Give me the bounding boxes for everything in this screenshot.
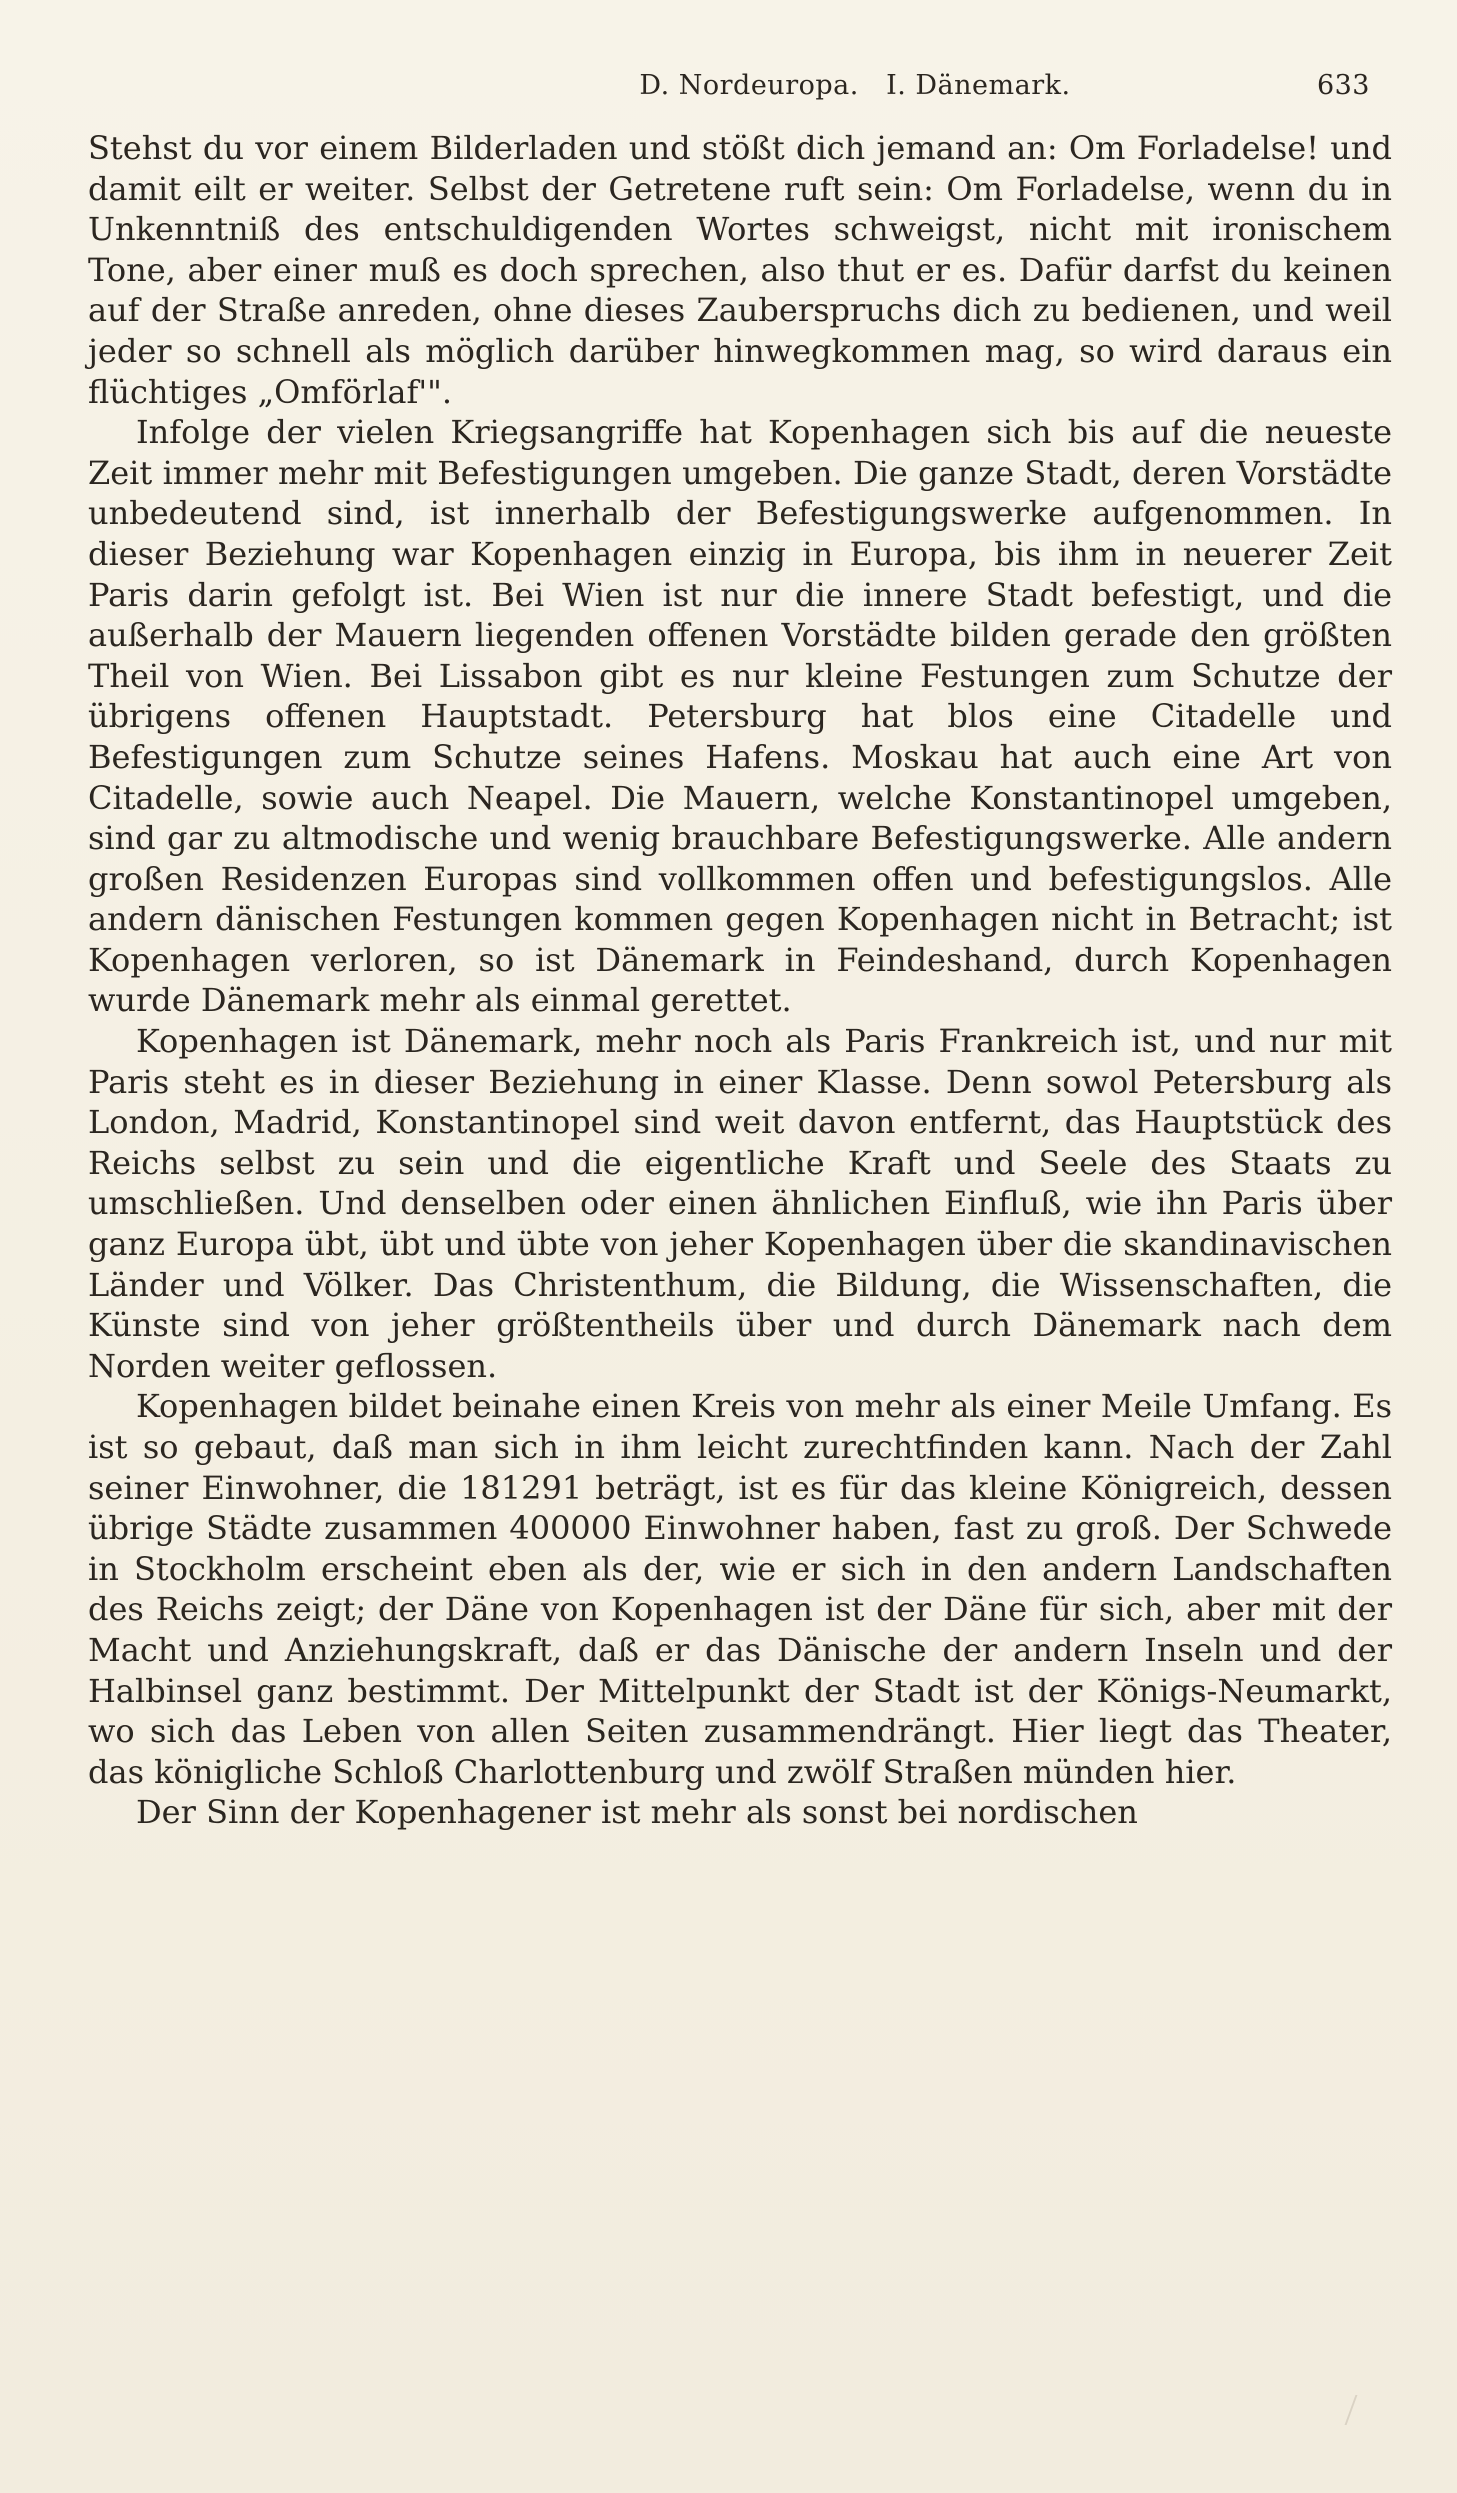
paragraph: Stehst du vor einem Bilderladen und stößt dich jemand an: Om Forladelse! und damit eilt er weiter. Selbst der Getretene ruft sein: Om Forladelse, wenn du in Unkenntniß des entschuldigenden Wortes schweigst, nicht mit ironischem Tone, aber einer muß es doch sprechen, also thut er es. Dafür darfst du keinen auf der Straße anreden, ohne dieses Zauberspruchs dich zu bedienen, und weil jeder so schnell als möglich darüber hinwegkommen mag, so wird daraus ein flüchtiges „Omförlaf'". <box>88 129 1392 411</box>
header-section: D. Nordeuropa. <box>639 70 859 101</box>
scan-artifact <box>1345 2395 1372 2425</box>
body-text <box>88 128 1392 1833</box>
paragraph: Kopenhagen ist Dänemark, mehr noch als Paris Frankreich ist, und nur mit Paris steht es in dieser Beziehung in einer Klasse. Denn sowol Petersburg als London, Madrid, Konstantinopel sind weit davon entfernt, das Hauptstück des Reichs selbst zu sein und die eigentliche Kraft und Seele des Staats zu umschließen. Und denselben oder einen ähnlichen Einfluß, wie ihn Paris über ganz Europa übt, übt und übte von jeher Kopenhagen über die skandinavischen Länder und Völker. Das Christenthum, die Bildung, die Wissenschaften, die Künste sind von jeher größtentheils über und durch Dänemark nach dem Norden weiter geflossen. <box>88 1022 1392 1385</box>
paragraph: Infolge der vielen Kriegsangriffe hat Kopenhagen sich bis auf die neueste Zeit immer mehr mit Befestigungen umgeben. Die ganze Stadt, deren Vorstädte unbedeutend sind, ist innerhalb der Befestigungswerke aufgenommen. In dieser Beziehung war Kopenhagen einzig in Europa, bis ihm in neuerer Zeit Paris darin gefolgt ist. Bei Wien ist nur die innere Stadt befestigt, und die außerhalb der Mauern liegenden offenen Vorstädte bilden gerade den größten Theil von Wien. Bei Lissabon gibt es nur kleine Festungen zum Schutze der übrigens offenen Hauptstadt. Petersburg hat blos eine Citadelle und Befestigungen zum Schutze seines Hafens. Moskau hat auch eine Art von Citadelle, sowie auch Neapel. Die Mauern, welche Konstantinopel umgeben, sind gar zu altmodische und wenig brauchbare Befestigungswerke. Alle andern großen Residenzen Europas sind vollkommen offen und befestigungslos. Alle andern dänischen Festungen kommen gegen Kopenhagen nicht in Betracht; ist Kopenhagen verloren, so ist Dänemark in Feindeshand, durch Kopenhagen wurde Dänemark mehr als einmal gerettet. <box>88 413 1392 1020</box>
page-number: 633 <box>1316 70 1370 101</box>
paragraph: Kopenhagen bildet beinahe einen Kreis von mehr als einer Meile Umfang. Es ist so gebaut, daß man sich in ihm leicht zurechtfinden kann. Nach der Zahl seiner Einwohner, die 181291 beträgt, ist es für das kleine Königreich, dessen übrige Städte zusammen 400000 Einwohner haben, fast zu groß. Der Schwede in Stockholm erscheint eben als der, wie er sich in den andern Landschaften des Reichs zeigt; der Däne von Kopenhagen ist der Däne für sich, aber mit der Macht und Anziehungskraft, daß er das Dänische der andern Inseln und der Halbinsel ganz bestimmt. Der Mittelpunkt der Stadt ist der Königs-Neumarkt, wo sich das Leben von allen Seiten zusammendrängt. Hier liegt das Theater, das königliche Schloß Charlottenburg und zwölf Straßen münden hier. <box>88 1387 1392 1791</box>
paragraph: Der Sinn der Kopenhagener ist mehr als sonst bei nordischen <box>136 1793 1138 1832</box>
running-header <box>340 70 1370 110</box>
header-chapter: I. Dänemark. <box>886 70 1071 101</box>
header-title <box>340 70 1370 101</box>
